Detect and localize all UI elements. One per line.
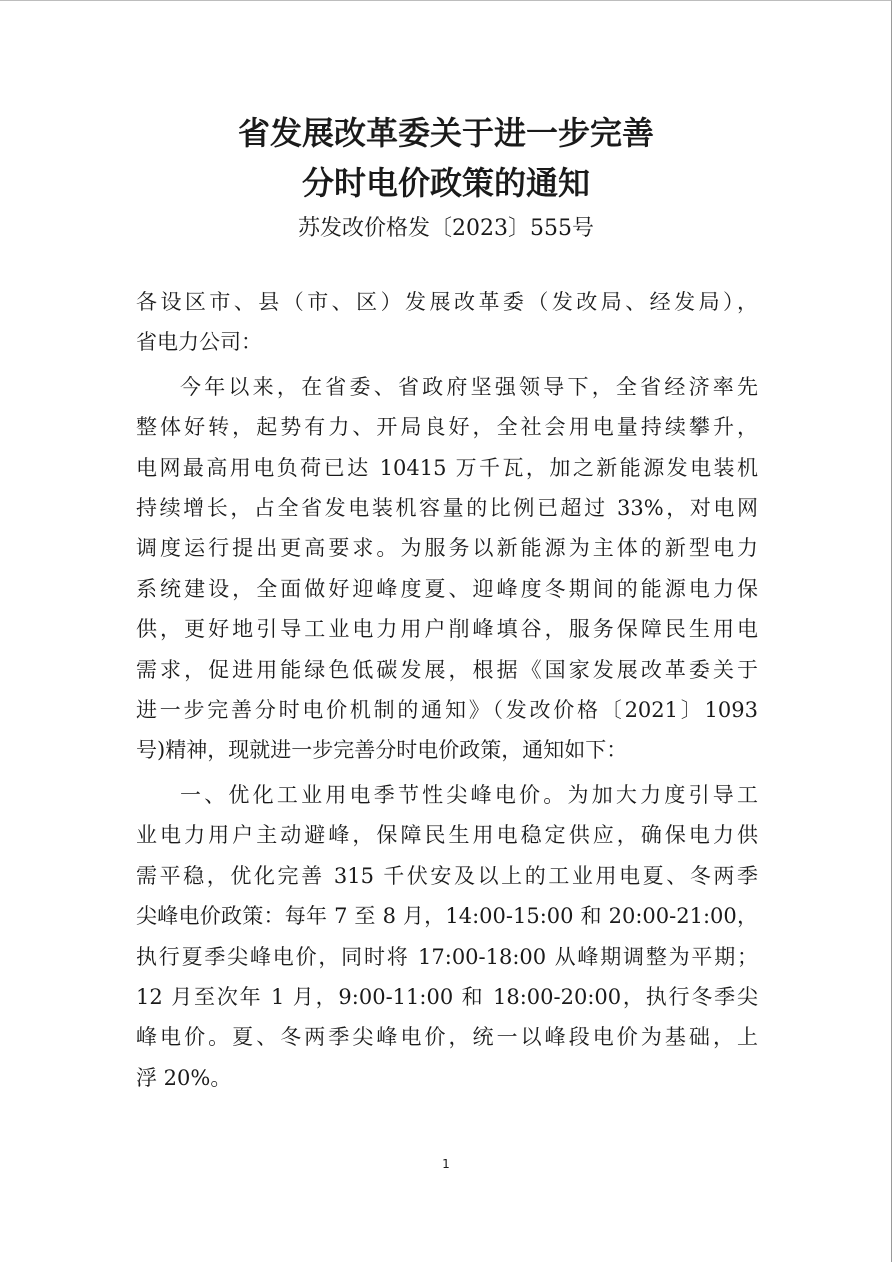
addressee-line: 省电力公司： bbox=[136, 330, 262, 355]
paragraph-1-line: 整体好转，起势有力、开局良好，全社会用电量持续攀升， bbox=[136, 415, 758, 440]
paragraph-1-line: 调度运行提出更高要求。为服务以新能源为主体的新型电力 bbox=[136, 536, 758, 561]
paragraph-2-line: 12 月至次年 1 月，9:00-11:00 和 18:00-20:00，执行冬季尖 bbox=[136, 984, 758, 1009]
paragraph-1-line: 号)精神，现就进一步完善分时电价政策，通知如下： bbox=[136, 738, 628, 763]
document-header bbox=[0, 108, 892, 248]
paragraph-2-line: 峰电价。夏、冬两季尖峰电价，统一以峰段电价为基础，上 bbox=[136, 1025, 758, 1050]
paragraph-2-line: 业电力用户主动避峰，保障民生用电稳定供应，确保电力供 bbox=[136, 823, 758, 848]
document-body bbox=[136, 282, 758, 1098]
paragraph-2-line: 需平稳，优化完善 315 千伏安及以上的工业用电夏、冬两季 bbox=[136, 863, 758, 888]
paragraph-2-line: 浮 20%。 bbox=[136, 1065, 232, 1090]
document-number: 苏发改价格发〔2023〕555号 bbox=[298, 216, 594, 241]
paragraph-2-line: 尖峰电价政策：每年 7 至 8 月，14:00-15:00 和 20:00-21:00， bbox=[136, 904, 758, 929]
paragraph-2-line: 一、优化工业用电季节性尖峰电价。为加大力度引导工 bbox=[180, 782, 758, 807]
paragraph-1-line: 供，更好地引导工业电力用户削峰填谷，服务保障民生用电 bbox=[136, 617, 758, 642]
paragraph-1-line: 持续增长，占全省发电装机容量的比例已超过 33%，对电网 bbox=[136, 496, 758, 521]
paragraph-1-line: 进一步完善分时电价机制的通知》（发改价格〔2021〕1093 bbox=[136, 698, 758, 723]
paragraph-1-line: 电网最高用电负荷已达 10415 万千瓦，加之新能源发电装机 bbox=[136, 455, 758, 480]
paragraph-1-line: 今年以来，在省委、省政府坚强领导下，全省经济率先 bbox=[180, 374, 758, 399]
paragraph-1-line: 系统建设，全面做好迎峰度夏、迎峰度冬期间的能源电力保 bbox=[136, 576, 758, 601]
addressee-line: 各设区市、县（市、区）发展改革委（发改局、经发局）， bbox=[136, 290, 758, 314]
document-title-line-1: 省发展改革委关于进一步完善 bbox=[237, 114, 654, 152]
paragraph-2-line: 执行夏季尖峰电价，同时将 17:00-18:00 从峰期调整为平期； bbox=[136, 944, 758, 969]
page-number: 1 bbox=[442, 1157, 450, 1171]
paragraph-1-line: 需求，促进用能绿色低碳发展，根据《国家发展改革委关于 bbox=[136, 657, 758, 682]
document-title-line-2: 分时电价政策的通知 bbox=[301, 164, 590, 202]
